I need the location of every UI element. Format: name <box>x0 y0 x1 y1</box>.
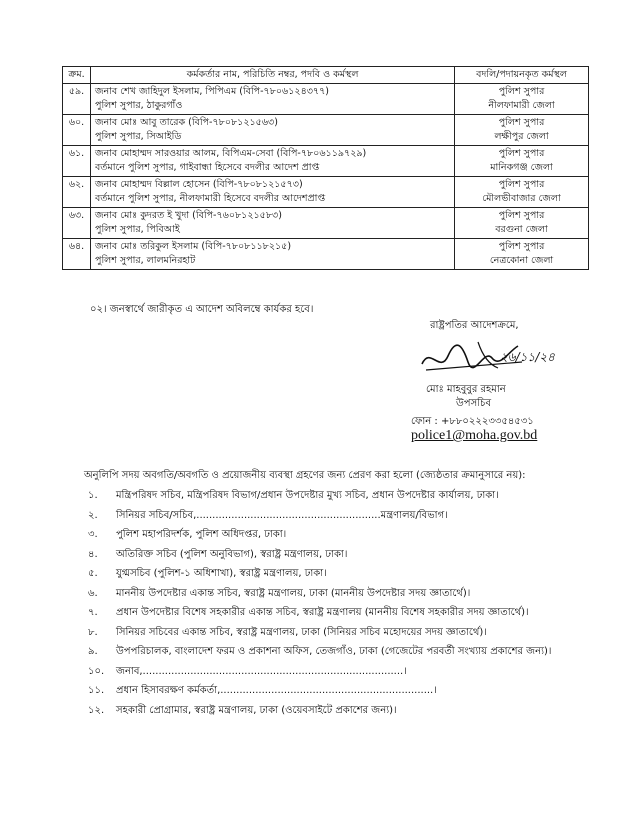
row-posting <box>455 115 589 146</box>
row-officer <box>91 84 455 115</box>
posting-designation: পুলিশ সুপার <box>498 148 545 159</box>
copy-list-item <box>88 701 588 721</box>
copy-item-number: ৭. <box>88 607 98 618</box>
row-officer <box>91 239 455 270</box>
posting-district: মানিকগঞ্জ জেলা <box>490 162 553 173</box>
row-posting <box>455 208 589 239</box>
signatory-phone: ফোন : +৮৮০২২২৩৩৫৪৫৩১ <box>411 416 534 427</box>
copy-item-number: ৩. <box>88 529 98 540</box>
copy-intro: অনুলিপি সদয় অবগতি/অবগতি ও প্রয়োজনীয় ব্যবস্থা গ্রহণের জন্য প্রেরণ করা হলো (জ্যেষ্ঠতার ক্রমানুসারে নয়): <box>84 470 526 481</box>
officer-name-line: জনাব শেখ জাহিদুল ইসলাম, পিপিএম (বিপি-৭৮০৬১২৪৩৭৭) <box>95 86 329 97</box>
copy-list-item <box>88 603 588 623</box>
officer-name-line: জনাব মোহাম্মদ বিল্লাল হোসেন (বিপি-৭৮০৮১২১৫৭৩) <box>95 179 303 190</box>
officer-post-line: পুলিশ সুপার, সিআইডি <box>95 131 182 142</box>
table-row <box>63 239 589 270</box>
copy-list-item <box>88 584 588 604</box>
table-row <box>63 84 589 115</box>
signature-date: ২৬/১১/২৪ <box>500 350 555 364</box>
posting-district: লক্ষীপুর জেলা <box>494 131 549 142</box>
officer-post-line: বর্তমানে পুলিশ সুপার, নীলফামারী হিসেবে বদলীর আদেশপ্রাপ্ত <box>95 193 326 204</box>
posting-district: মৌলভীবাজার জেলা <box>482 193 561 204</box>
row-officer <box>91 146 455 177</box>
copy-item-text: উপপরিচালক, বাংলাদেশ ফরম ও প্রকাশনা অফিস, তেজগাঁও, ঢাকা (গেজেটের পরবর্তী সংখ্যায় প্রকাশের জন্য)। <box>116 646 552 657</box>
officer-name-line: জনাব মোহাম্মদ সারওয়ার আলম, বিপিএম-সেবা (বিপি-৭৮০৬১১৯৭২৯) <box>95 148 367 159</box>
header-name: কর্মকর্তার নাম, পরিচিতি নম্বর, পদবি ও কর্মস্থল <box>91 67 455 84</box>
table-header-row <box>63 67 589 84</box>
table-row <box>63 115 589 146</box>
row-posting <box>455 177 589 208</box>
transfer-table <box>62 66 589 270</box>
officer-post-line: পুলিশ সুপার, পিবিআই <box>95 224 180 235</box>
officer-post-line: পুলিশ সুপার, লালমনিরহাট <box>95 255 196 266</box>
copy-item-number: ৯. <box>88 646 98 657</box>
copy-list-item <box>88 642 588 662</box>
copy-item-number: ১১. <box>88 685 105 696</box>
row-posting <box>455 239 589 270</box>
copy-item-text: অতিরিক্ত সচিব (পুলিশ অনুবিভাগ), স্বরাষ্ট্র মন্ত্রণালয়, ঢাকা। <box>116 548 348 560</box>
copy-list-item <box>88 623 588 643</box>
header-posting: বদলি/পদায়নকৃত কর্মস্থল <box>455 67 589 84</box>
copy-list-item <box>88 681 588 701</box>
posting-district: নীলফামারী জেলা <box>488 100 555 111</box>
copy-list-item <box>88 525 588 545</box>
table-row <box>63 208 589 239</box>
officer-name-line: জনাব মোঃ কুদরত ই খুদা (বিপি-৭৬০৮১২১৫৮৩) <box>95 210 282 221</box>
officer-name-line: জনাব মোঃ তরিকুল ইসলাম (বিপি-৭৮০৮১১৮২১৫) <box>95 241 292 252</box>
table-row <box>63 146 589 177</box>
posting-designation: পুলিশ সুপার <box>498 210 545 221</box>
copy-item-number: ১০. <box>88 665 105 677</box>
row-serial: ৬০. <box>63 115 91 146</box>
row-officer <box>91 208 455 239</box>
copy-item-text: জনাব,..................................................................................। <box>116 665 407 677</box>
officer-post-line: বর্তমানে পুলিশ সুপার, গাইবান্ধা হিসেবে বদলীর আদেশ প্রাপ্ত <box>95 162 320 173</box>
row-serial: ৫৯. <box>63 84 91 115</box>
posting-designation: পুলিশ সুপার <box>498 117 545 128</box>
row-posting <box>455 84 589 115</box>
row-serial: ৬৩. <box>63 208 91 239</box>
copy-list <box>88 486 588 720</box>
copy-item-text: প্রধান উপদেষ্টার বিশেষ সহকারীর একান্ত সচিব, স্বরাষ্ট্র মন্ত্রণালয় (মাননীয় বিশেষ সহকারীর সদয় জ্ঞাতার্থে)। <box>116 607 529 618</box>
copy-list-item <box>88 506 588 526</box>
row-officer <box>91 115 455 146</box>
copy-item-text: সিনিয়র সচিব/সচিব,..........................................................মন্ত্রণালয়/বিভাগ। <box>116 509 448 521</box>
copy-item-text: সিনিয়র সচিবের একান্ত সচিব, স্বরাষ্ট্র মন্ত্রণালয়, ঢাকা (সিনিয়র সচিব মহোদয়ের সদয় জ্ঞাতার্থে)। <box>116 626 487 638</box>
table-row <box>63 177 589 208</box>
posting-district: নেত্রকোনা জেলা <box>489 255 554 266</box>
row-officer <box>91 177 455 208</box>
row-serial: ৬২. <box>63 177 91 208</box>
row-serial: ৬১. <box>63 146 91 177</box>
posting-designation: পুলিশ সুপার <box>498 241 545 252</box>
posting-designation: পুলিশ সুপার <box>498 179 545 190</box>
copy-item-text: সহকারী প্রোগ্রামার, স্বরাষ্ট্র মন্ত্রণালয়, ঢাকা (ওয়েবসাইটে প্রকাশের জন্য)। <box>116 704 397 716</box>
copy-item-number: ৪. <box>88 548 98 560</box>
copy-item-number: ৫. <box>88 568 98 579</box>
officer-name-line: জনাব মোঃ আবু তারেক (বিপি-৭৮০৮১২১৫৬৩) <box>95 117 278 128</box>
copy-item-text: মন্ত্রিপরিষদ সচিব, মন্ত্রিপরিষদ বিভাগ/প্রধান উপদেষ্টার মুখ্য সচিব, প্রধান উপদেষ্টার কার্যালয়, ঢাকা। <box>116 490 499 501</box>
order-note: ০২। জনস্বার্থে জারীকৃত এ আদেশ অবিলম্বে কার্যকর হবে। <box>90 304 314 315</box>
by-order-text: রাষ্ট্রপতির আদেশক্রমে, <box>430 320 519 331</box>
copy-item-number: ৮. <box>88 626 98 638</box>
copy-item-text: মাননীয় উপদেষ্টার একান্ত সচিব, স্বরাষ্ট্র মন্ত্রণালয়, ঢাকা (মাননীয় উপদেষ্টার সদয় জ্ঞাতার্থে)। <box>116 587 471 599</box>
signatory-name: মোঃ মাহবুবুর রহমান <box>426 384 506 395</box>
posting-designation: পুলিশ সুপার <box>498 86 545 97</box>
header-serial: ক্রম. <box>63 67 91 84</box>
copy-list-item <box>88 662 588 682</box>
copy-list-item <box>88 545 588 565</box>
row-posting <box>455 146 589 177</box>
copy-item-number: ১. <box>88 490 98 501</box>
copy-list-item <box>88 486 588 506</box>
copy-item-number: ৬. <box>88 587 98 599</box>
signatory-email[interactable]: police1@moha.gov.bd <box>411 428 538 443</box>
row-serial: ৬৪. <box>63 239 91 270</box>
copy-item-text: পুলিশ মহাপরিদর্শক, পুলিশ অধিদপ্তর, ঢাকা। <box>116 529 287 540</box>
officer-post-line: পুলিশ সুপার, ঠাকুরগাঁও <box>95 100 183 111</box>
signatory-designation: উপসচিব <box>456 398 492 409</box>
copy-item-text: প্রধান হিসাবরক্ষণ কর্মকর্তা,...................................................................। <box>116 685 437 696</box>
copy-item-number: ১২. <box>88 704 105 716</box>
copy-list-item <box>88 564 588 584</box>
copy-item-number: ২. <box>88 509 98 521</box>
copy-item-text: যুগ্মসচিব (পুলিশ-১ অধিশাখা), স্বরাষ্ট্র মন্ত্রণালয়, ঢাকা। <box>116 568 327 579</box>
posting-district: বরগুনা জেলা <box>495 224 548 235</box>
